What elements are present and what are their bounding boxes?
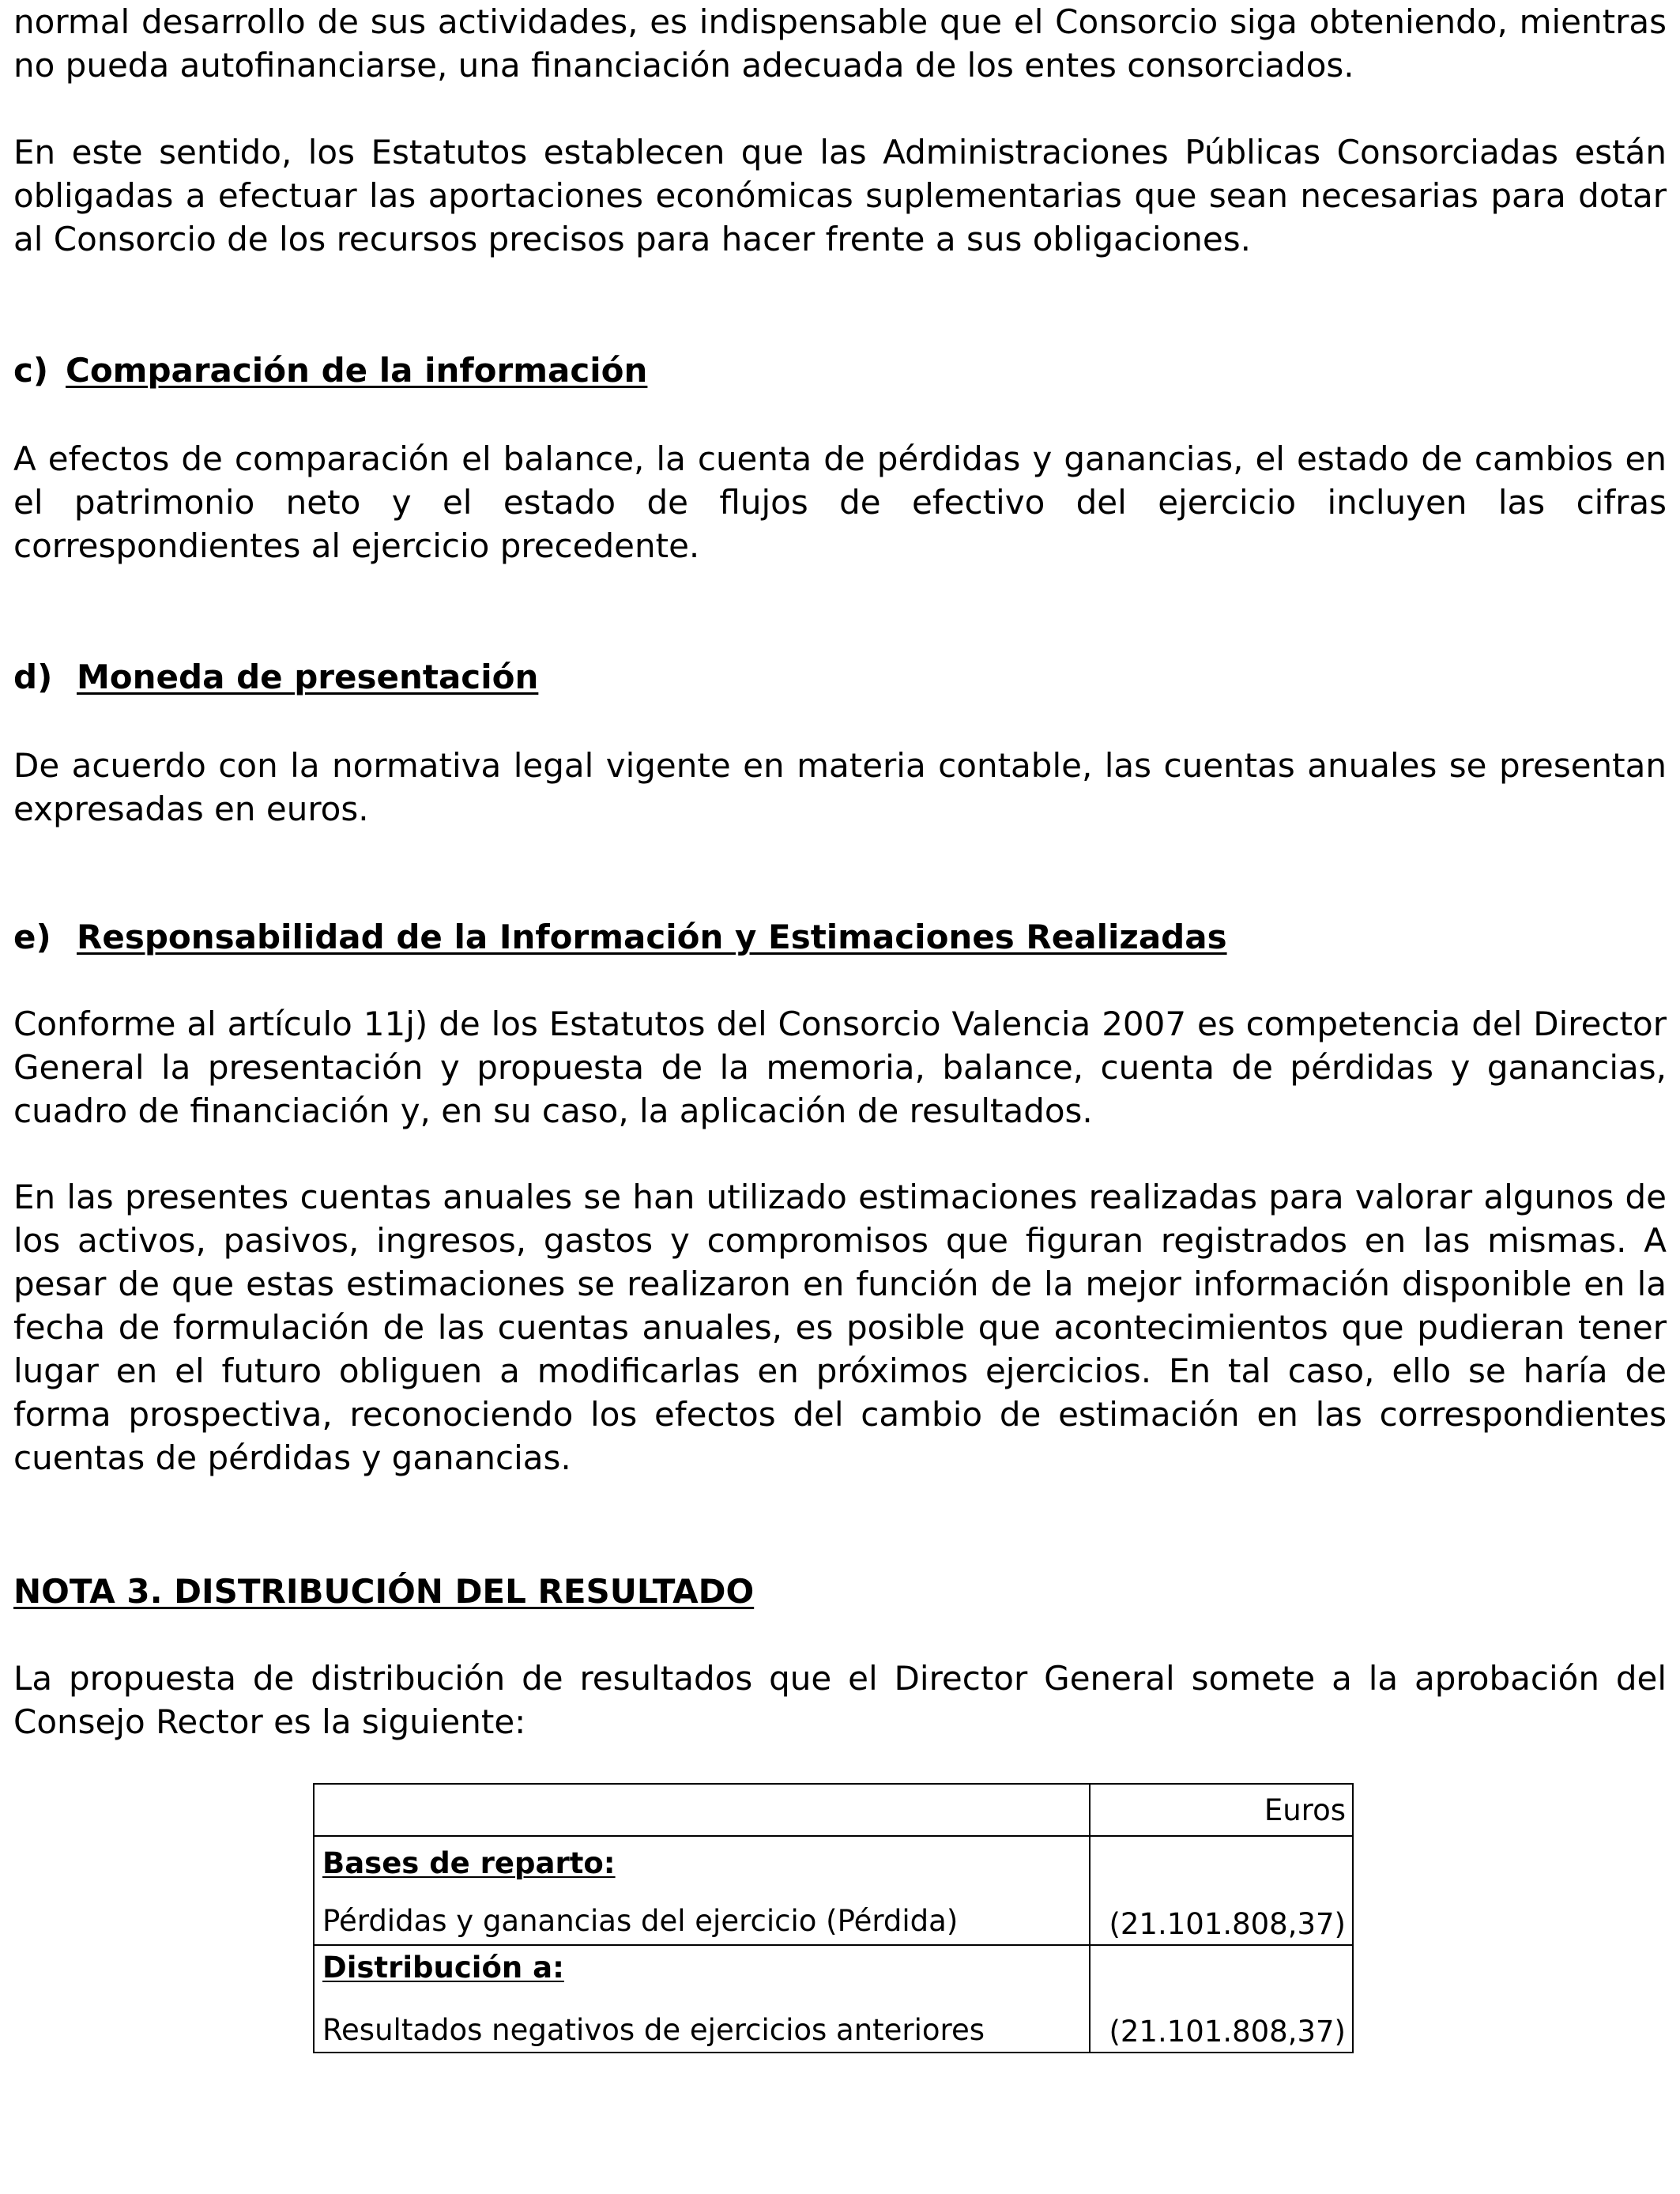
heading-prefix: c) <box>13 351 49 390</box>
bases-item: Pérdidas y ganancias del ejercicio (Pérdida) <box>322 1904 959 1938</box>
paragraph-financing: normal desarrollo de sus actividades, es indispensable que el Consorcio siga obteniendo, mientras no pueda autofinanciarse, una financiación adecuada de los entes consorciados. <box>13 2 1667 85</box>
heading-nota3 <box>13 1570 754 1613</box>
heading-text: NOTA 3. DISTRIBUCIÓN DEL RESULTADO <box>13 1572 755 1611</box>
paragraph-comparacion: A efectos de comparación el balance, la cuenta de pérdidas y ganancias, el estado de cambios en el patrimonio neto y el estado de flujos de efectivo del ejercicio incluyen las cifras correspondientes al ejercicio precedente. <box>13 439 1667 565</box>
heading-moneda <box>13 655 538 699</box>
distribution-table <box>313 1783 1354 2053</box>
table-row <box>314 1784 1353 1836</box>
heading-responsabilidad <box>13 915 1227 959</box>
heading-text: Comparación de la información <box>66 351 648 390</box>
heading-text: Responsabilidad de la Información y Estimaciones Realizadas <box>77 918 1227 956</box>
currency-header: Euros <box>1090 1784 1353 1836</box>
heading-prefix: e) <box>13 918 51 956</box>
table-cell <box>314 1945 1090 2053</box>
paragraph-moneda: De acuerdo con la normativa legal vigente en materia contable, las cuentas anuales se presentan expresadas en euros. <box>13 746 1667 828</box>
distribution-heading: Distribución a: <box>322 1951 564 1985</box>
distribution-item: Resultados negativos de ejercicios anteriores <box>322 2013 985 2047</box>
distribution-value: (21.101.808,37) <box>1090 1945 1353 2053</box>
table-cell <box>314 1784 1090 1836</box>
bases-heading: Bases de reparto: <box>322 1846 616 1880</box>
paragraph-statutes: En este sentido, los Estatutos establecen que las Administraciones Públicas Consorciadas están obligadas a efectuar las aportaciones económicas suplementarias que sean necesarias para dotar al Consorcio de los recursos precisos para hacer frente a sus obligaciones. <box>13 133 1667 258</box>
paragraph-propuesta: La propuesta de distribución de resultados que el Director General somete a la aprobación del Consejo Rector es la siguiente: <box>13 1659 1667 1741</box>
heading-prefix: d) <box>13 658 53 696</box>
paragraph-articulo: Conforme al artículo 11j) de los Estatutos del Consorcio Valencia 2007 es competencia del Director General la presentación y propuesta de la memoria, balance, cuenta de pérdidas y ganancias, cuadro de financiación y, en su caso, la aplicación de resultados. <box>13 1005 1667 1130</box>
paragraph-estimaciones: En las presentes cuentas anuales se han utilizado estimaciones realizadas para valorar algunos de los activos, pasivos, ingresos, gastos y compromisos que figuran registrados en las mismas. A pesar de que estas estimaciones se realizaron en función de la mejor información disponible en la fecha de formulación de las cuentas anuales, es posible que acontecimientos que pudieran tener lugar en el futuro obliguen a modificarlas en próximos ejercicios. En tal caso, ello se haría de forma prospectiva, reconociendo los efectos del cambio de estimación en las correspondientes cuentas de pérdidas y ganancias. <box>13 1178 1667 1477</box>
heading-comparacion <box>13 349 647 392</box>
table-row <box>314 1836 1353 1945</box>
table-cell <box>314 1836 1090 1945</box>
table-row <box>314 1945 1353 2053</box>
heading-text: Moneda de presentación <box>77 658 539 696</box>
bases-value: (21.101.808,37) <box>1090 1836 1353 1945</box>
